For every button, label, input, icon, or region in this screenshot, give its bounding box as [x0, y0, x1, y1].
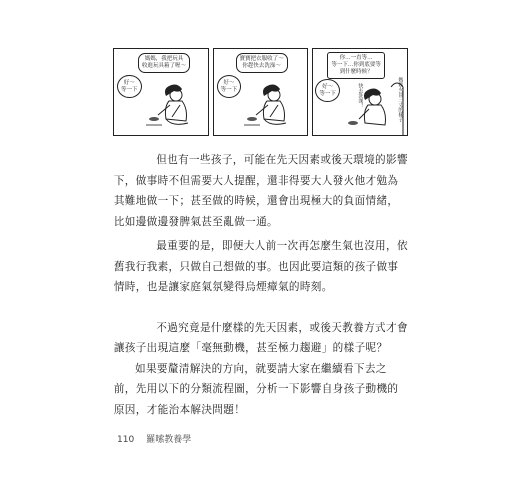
reply-line: 等一下	[319, 90, 336, 97]
text-line: 前，先用以下的分類流程圖，分析一下影響自身孩子動機的	[113, 383, 399, 395]
bubble-line: 你…一直等…	[339, 55, 373, 61]
page-footer	[117, 432, 191, 445]
comic-strip	[113, 48, 408, 136]
book-title: 羅嗦教養學	[146, 435, 192, 445]
comic-panel-3	[312, 48, 408, 136]
bubble-line: 媽媽，我把玩具	[144, 56, 184, 62]
text-line: 比如邊做邊發脾氣甚至亂做一通。	[113, 215, 278, 228]
text-line: 其難地做一下；甚至做的時候，還會出現極大的負面情緒，	[113, 195, 399, 207]
comic-panel-1	[113, 48, 209, 136]
reply-line: 等一下	[121, 86, 138, 93]
text-line: 情時，也是讓家庭氣氛變得烏煙瘴氣的時刻。	[113, 281, 333, 293]
child-playing-illustration	[114, 49, 209, 136]
child-playing-illustration	[313, 49, 408, 136]
bubble-line: 收進玩具箱了喔～	[142, 63, 187, 69]
paragraph-1	[113, 150, 408, 232]
bubble-line: 到什麼時候？	[339, 69, 373, 75]
side-caption: 媽媽火冒三丈的樣子	[397, 77, 404, 122]
child-playing-illustration	[214, 49, 309, 136]
text-line: 如果要釐清解決的方向，就要請大家在繼續看下去之	[135, 362, 387, 375]
paragraph-2	[113, 236, 408, 298]
text-line: 原因，才能治本解決問題！	[113, 403, 246, 416]
reply-line: 等一下	[220, 86, 238, 93]
text-line: 讓孩子出現這麼「毫無動機，甚至極力趨避」的樣子呢？	[113, 342, 388, 354]
bubble-line: 等一下…你到底要等	[331, 62, 381, 68]
text-line: 舊我行我素，只做自己想做的事。也因此要這類的孩子做事	[113, 260, 399, 273]
text-line: 下，做事時不但需要大人提醒，還非得要大人發火他才勉為	[113, 174, 399, 187]
text-line: 最重要的是，即便大人前一次再怎麼生氣也沒用，依	[156, 240, 408, 252]
text-line: 不過究竟是什麼樣的先天因素，或後天教養方式才會	[156, 321, 408, 334]
text-line: 但也有一些孩子，可能在先天因素或後天環境的影響	[156, 154, 408, 166]
side-caption: 快去洗澡！	[357, 83, 364, 108]
reply-line: 好～	[223, 80, 235, 86]
paragraph-gap	[135, 298, 395, 318]
reply-line: 好～	[123, 80, 135, 86]
body-text	[113, 150, 408, 420]
page-number: 110	[117, 435, 135, 445]
bubble-line: 你趕快去洗澡～	[242, 63, 281, 69]
reply-line: 好～	[322, 84, 334, 90]
bubble-line: 寶寶把衣服收了～	[239, 56, 284, 62]
comic-panel-2	[213, 48, 309, 136]
paragraph-3	[113, 318, 408, 421]
